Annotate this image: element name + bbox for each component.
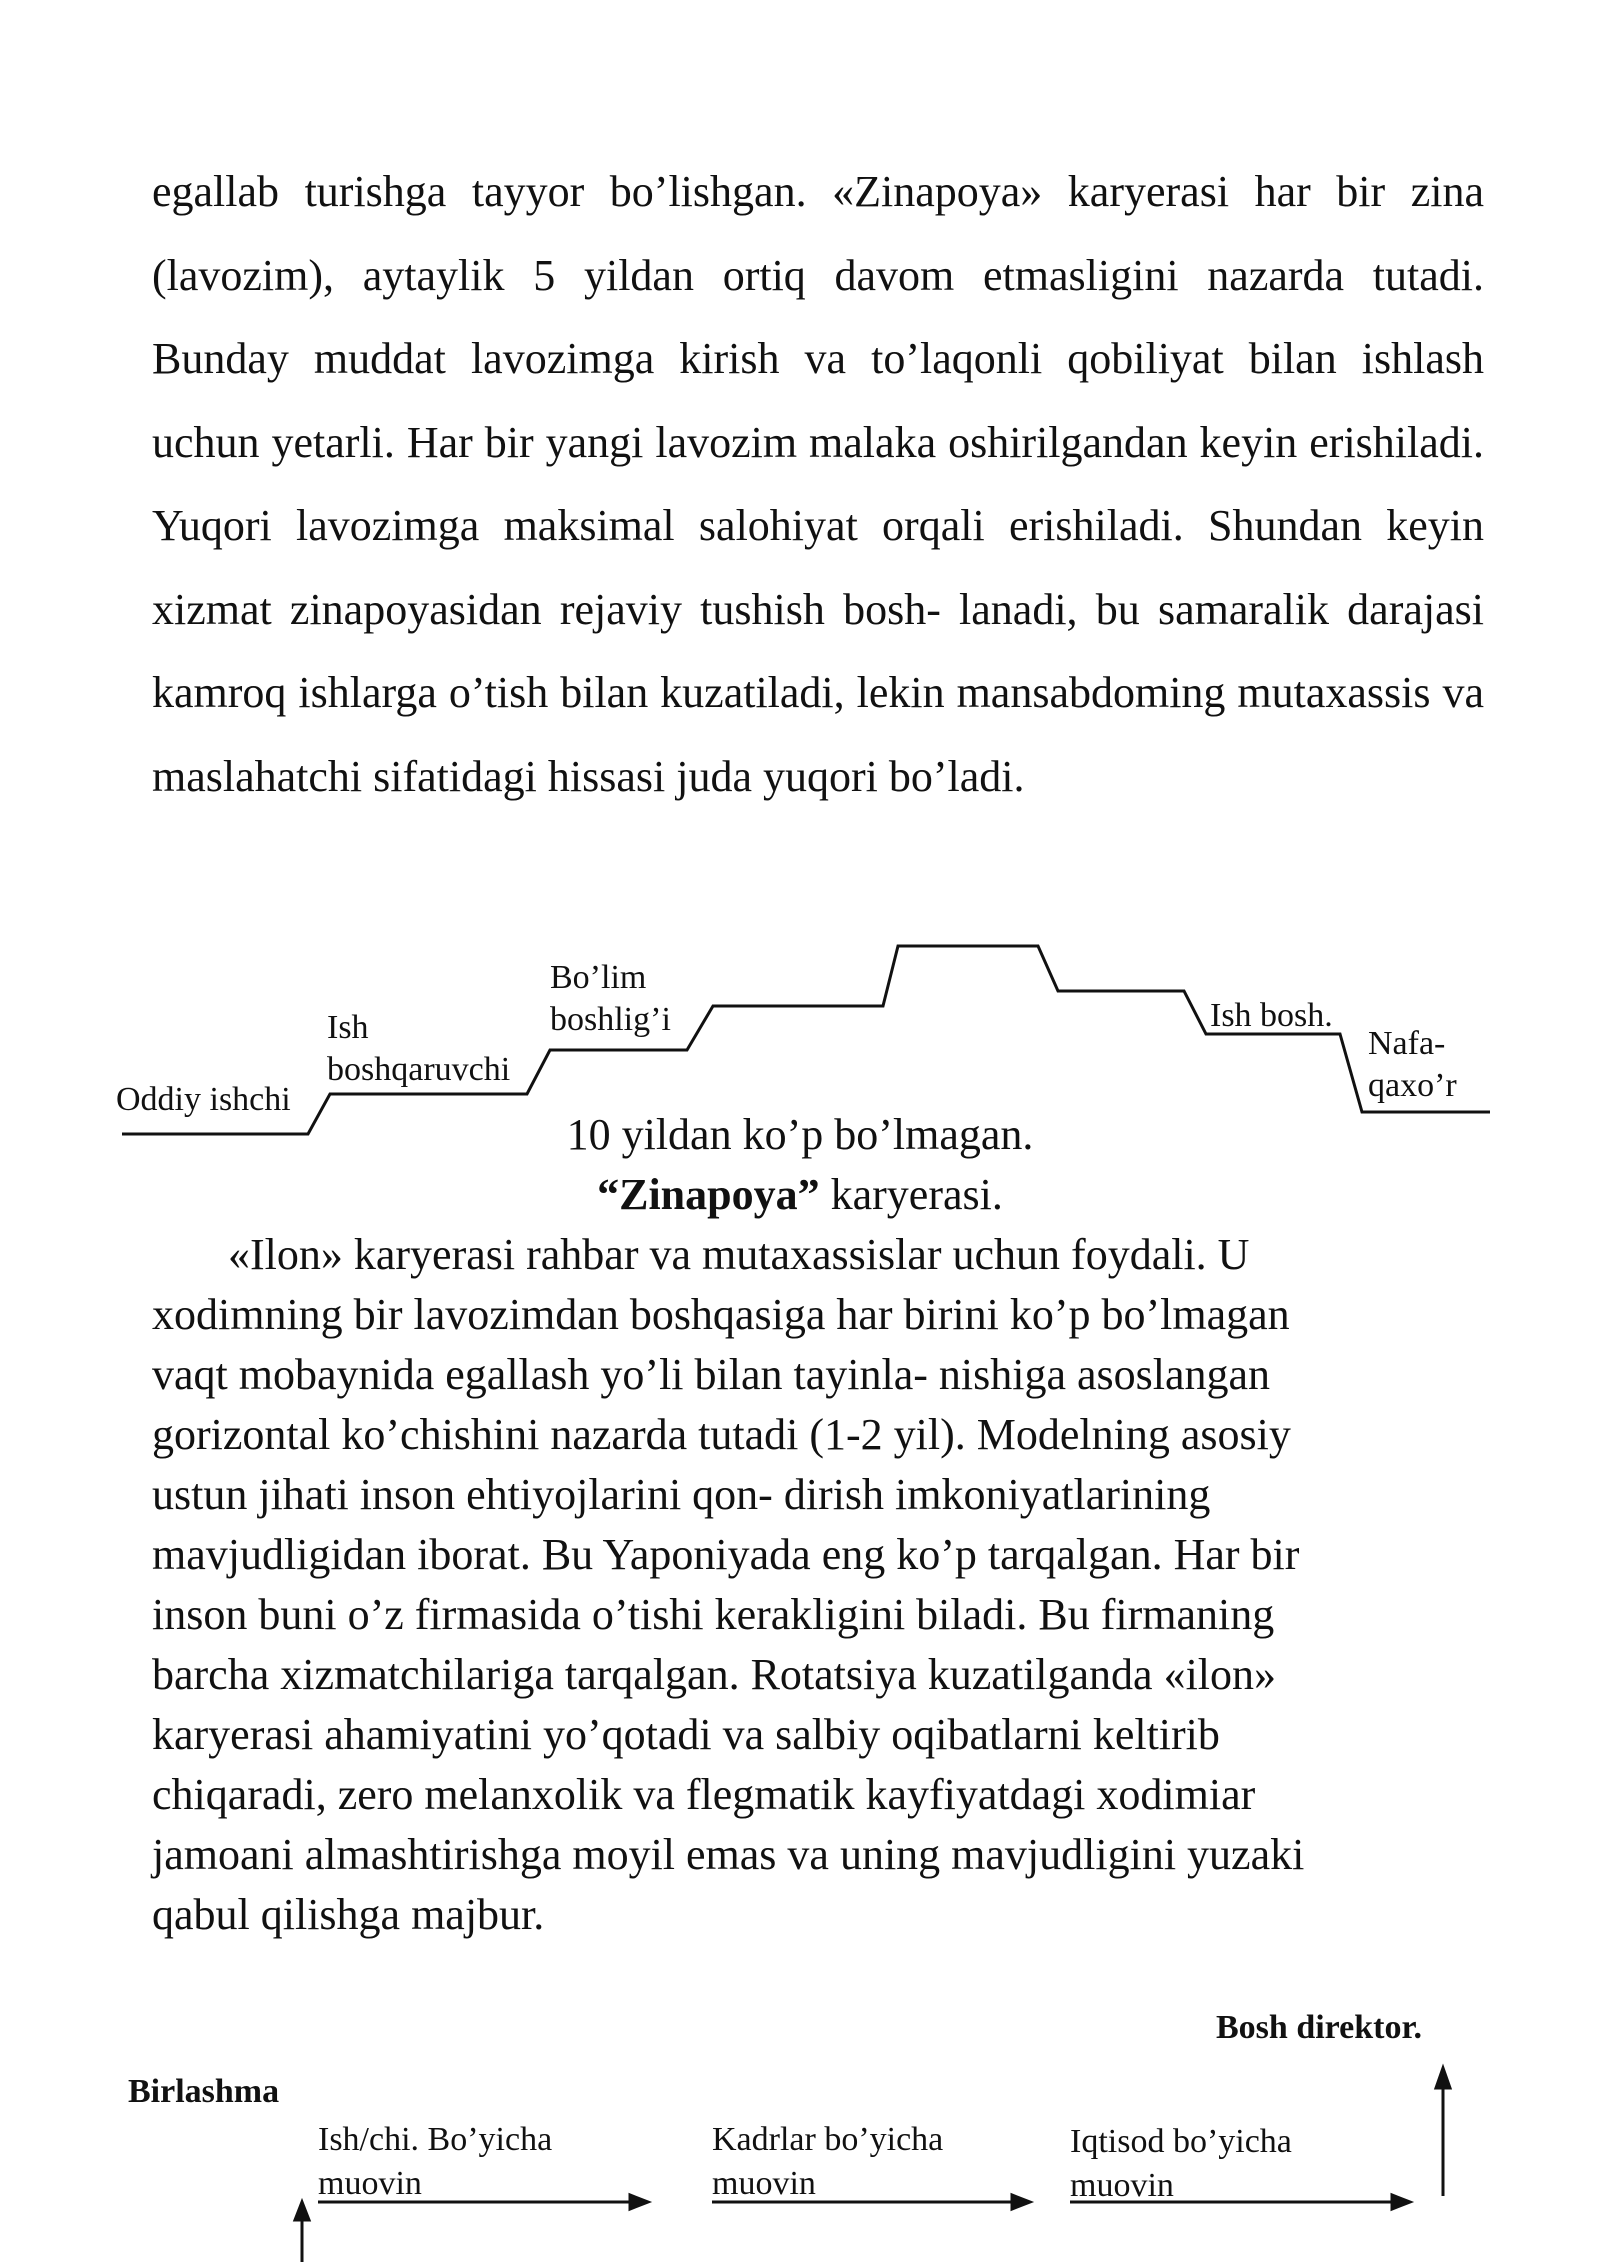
paragraph-2-line: vaqt mobaynida egallash yo’li bilan tayinla- nishiga asoslangan xyxy=(152,1350,1271,1399)
paragraph-1: egallab turishga tayyor bo’lishgan. «Zinapoya» karyerasi har bir zina (lavozim), aytaylik 5 yildan ortiq davom etmasligini nazarda tutadi. Bunday muddat lavozimga kirish va to’laqonli qobiliyat bilan ishlash uchun yetarli. Har bir yangi lavozim malaka oshirilgandan keyin erishiladi. Yuqori lavozimga maksimal salohiyat orqali erishiladi. Shundan keyin xizmat zinapoyasidan rejaviy tushish bosh- lanadi, bu samaralik darajasi kamroq ishlarga o’tish bilan kuzatiladi, lekin mansabdoming mutaxassis va maslahatchi sifatidagi hissasi juda yuqori bo’ladi. xyxy=(152,167,1484,801)
label-ish-boshqaruvchi-line1: Ish xyxy=(327,1009,369,1046)
label-ishchi-line2: muovin xyxy=(318,2165,422,2202)
paragraph-2-line: inson buni o’z firmasida o’tishi kerakligini biladi. Bu firmaning xyxy=(152,1590,1275,1639)
stair-caption-rest: karyerasi. xyxy=(819,1170,1003,1219)
stair-caption-line1: 10 yildan ko’p bo’lmagan. xyxy=(566,1110,1034,1159)
stair-caption-bold: “Zinapoya” xyxy=(597,1170,820,1219)
arrow-ishchi-to-kadrlar-head xyxy=(630,2195,648,2209)
paragraph-2-line: karyerasi ahamiyatini yo’qotadi va salbiy oqibatlarni keltirib xyxy=(152,1710,1220,1759)
label-bolim-boshligi-line1: Bo’lim xyxy=(550,959,647,996)
paragraph-2-line: barcha xizmatchilariga tarqalgan. Rotatsiya kuzatilganda «ilon» xyxy=(152,1650,1277,1699)
label-iqtisod-line1: Iqtisod bo’yicha xyxy=(1070,2123,1292,2160)
label-bolim-boshligi-line2: boshlig’i xyxy=(550,1001,671,1038)
arrow-up-right-head xyxy=(1436,2068,1450,2088)
arrow-kadrlar-to-iqtisod-head xyxy=(1012,2195,1030,2209)
paragraph-2-line: ustun jihati inson ehtiyojlarini qon- dirish imkoniyatlarining xyxy=(152,1470,1211,1519)
label-ishchi-line1: Ish/chi. Bo’yicha xyxy=(318,2121,553,2158)
label-nafaqaxor-line2: qaxo’r xyxy=(1368,1067,1457,1104)
label-birlashma: Birlashma xyxy=(128,2073,280,2110)
arrow-up-left-head xyxy=(295,2202,309,2220)
label-ish-boshqaruvchi-line2: boshqaruvchi xyxy=(327,1051,511,1088)
paragraph-2-line: chiqaradi, zero melanxolik va flegmatik kayfiyatdagi xodimiar xyxy=(152,1770,1256,1819)
label-kadrlar-line1: Kadrlar bo’yicha xyxy=(712,2121,944,2158)
arrow-iqtisod-to-direktor-head xyxy=(1392,2195,1410,2209)
label-kadrlar-line2: muovin xyxy=(712,2165,816,2202)
paragraph-2-line: jamoani almashtirishga moyil emas va uning mavjudligini yuzaki xyxy=(152,1830,1305,1879)
label-oddiy-ishchi: Oddiy ishchi xyxy=(116,1081,291,1118)
label-ish-bosh: Ish bosh. xyxy=(1210,997,1333,1034)
label-bosh-direktor: Bosh direktor. xyxy=(1216,2009,1422,2046)
label-nafaqaxor-line1: Nafa- xyxy=(1368,1025,1446,1062)
label-iqtisod-line2: muovin xyxy=(1070,2167,1174,2204)
paragraph-2-line: gorizontal ko’chishini nazarda tutadi (1-2 yil). Modelning asosiy xyxy=(152,1410,1291,1459)
paragraph-2-line: «Ilon» karyerasi rahbar va mutaxassislar uchun foydali. U xyxy=(228,1230,1250,1279)
paragraph-2-line: xodimning bir lavozimdan boshqasiga har birini ko’p bo’lmagan xyxy=(152,1290,1290,1339)
paragraph-2-line: qabul qilishga majbur. xyxy=(152,1890,545,1939)
paragraph-2-line: mavjudligidan iborat. Bu Yaponiyada eng ko’p tarqalgan. Har bir xyxy=(152,1530,1300,1579)
